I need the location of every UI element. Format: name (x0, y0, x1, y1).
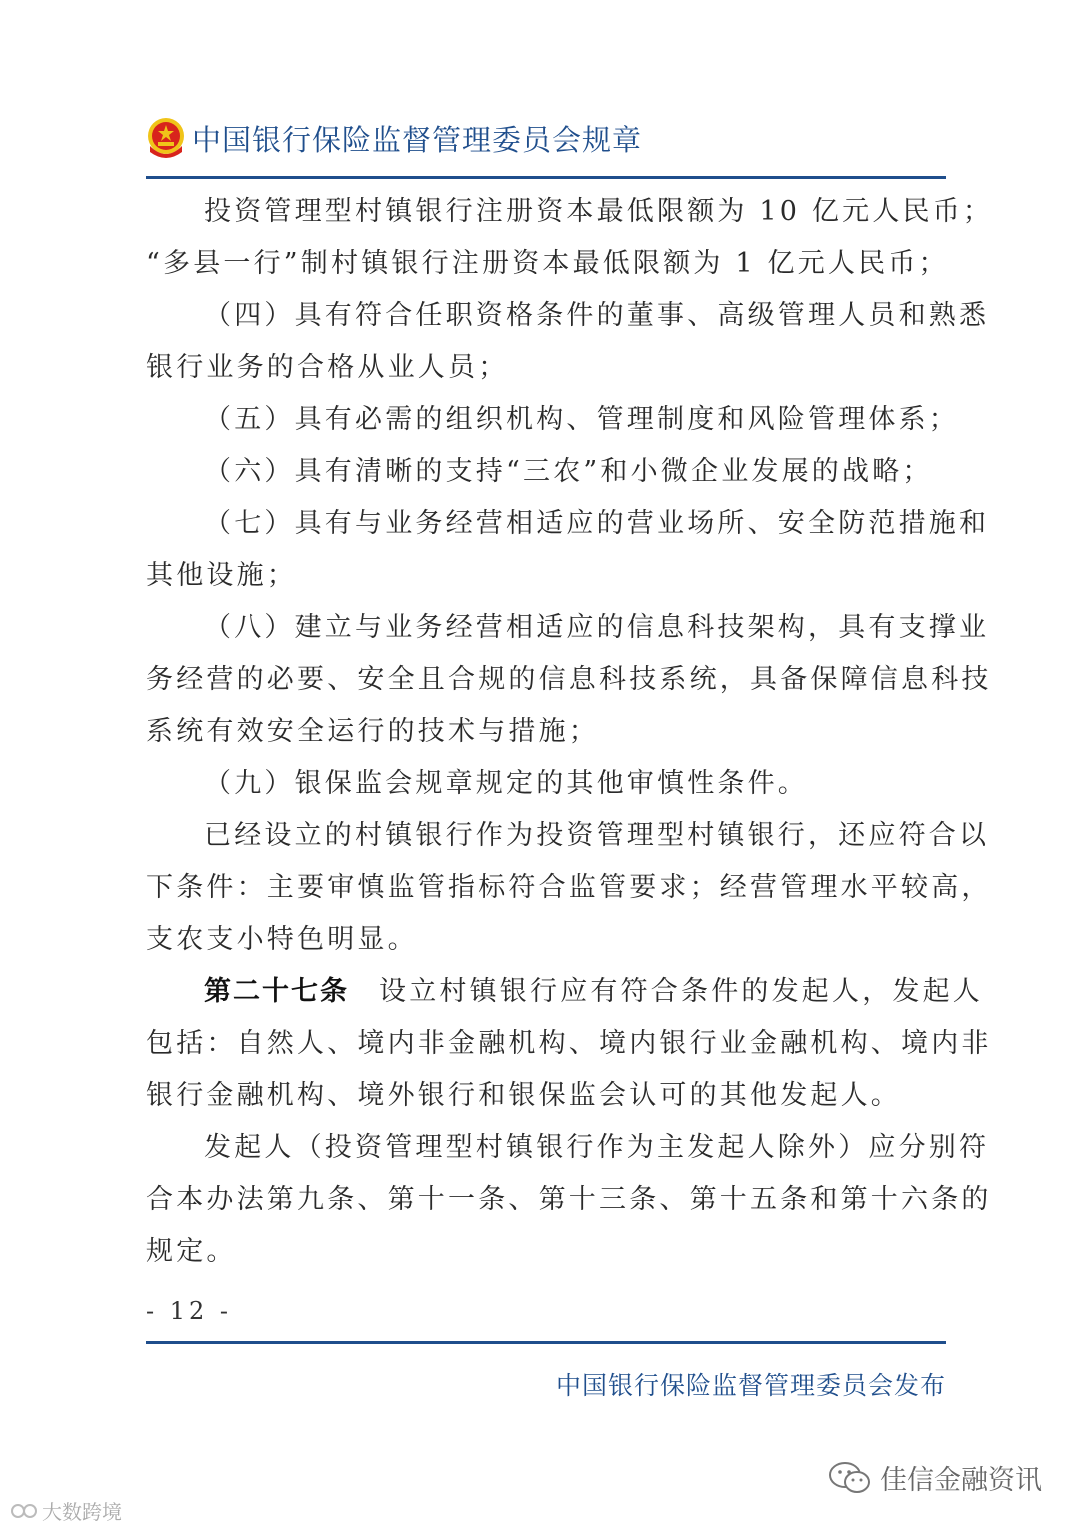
logo-icon (10, 1500, 38, 1522)
document-body (146, 186, 994, 1278)
page-number: - 12 - (146, 1297, 233, 1325)
body-line: 包括：自然人、境内非金融机构、境内银行业金融机构、境内非 (146, 1028, 992, 1059)
watermark-right-text: 佳信金融资讯 (880, 1465, 1042, 1496)
body-line: 已经设立的村镇银行作为投资管理型村镇银行，还应符合以 (204, 820, 990, 851)
body-line: “多县一行”制村镇银行注册资本最低限额为 1 亿元人民币； (146, 248, 949, 279)
footer-title: 中国银行保险监督管理委员会发布 (555, 1371, 946, 1400)
header-title: 中国银行保险监督管理委员会规章 (192, 122, 643, 157)
body-line: （六）具有清晰的支持“三农”和小微企业发展的战略； (204, 456, 933, 487)
body-line: 发起人（投资管理型村镇银行作为主发起人除外）应分别符 (204, 1132, 990, 1163)
watermark-left (10, 1496, 122, 1525)
wechat-icon (828, 1460, 872, 1496)
watermark-left-text: 大数跨境 (42, 1500, 122, 1524)
body-line: （四）具有符合任职资格条件的董事、高级管理人员和熟悉 (204, 300, 990, 331)
body-line: 银行金融机构、境外银行和银保监会认可的其他发起人。 (146, 1080, 901, 1111)
body-line: 系统有效安全运行的技术与措施； (146, 716, 599, 747)
body-line: 合本办法第九条、第十一条、第十三条、第十五条和第十六条的 (146, 1184, 992, 1215)
article-first-line (146, 966, 983, 1018)
body-line: （九）银保监会规章规定的其他审慎性条件。 (204, 768, 808, 799)
article-heading: 第二十七条 (204, 976, 349, 1007)
body-line: 银行业务的合格从业人员； (146, 352, 509, 383)
footer-rule (146, 1341, 946, 1344)
body-line: 规定。 (146, 1236, 237, 1267)
article-text: 设立村镇银行应有符合条件的发起人，发起人 (379, 976, 983, 1007)
header-rule (146, 176, 946, 179)
body-line: 投资管理型村镇银行注册资本最低限额为 10 亿元人民币； (204, 196, 994, 227)
body-line: 下条件：主要审慎监管指标符合监管要求；经营管理水平较高， (146, 872, 992, 903)
body-line: （七）具有与业务经营相适应的营业场所、安全防范措施和 (204, 508, 990, 539)
page-header (146, 113, 946, 163)
body-line: （八）建立与业务经营相适应的信息科技架构，具有支撑业 (204, 612, 990, 643)
body-line: 其他设施； (146, 560, 297, 591)
watermark-right (828, 1458, 1042, 1497)
body-line: （五）具有必需的组织机构、管理制度和风险管理体系； (204, 404, 959, 435)
body-line: 务经营的必要、安全且合规的信息科技系统，具备保障信息科技 (146, 664, 992, 695)
national-emblem-icon (146, 116, 186, 160)
body-line: 支农支小特色明显。 (146, 924, 418, 955)
